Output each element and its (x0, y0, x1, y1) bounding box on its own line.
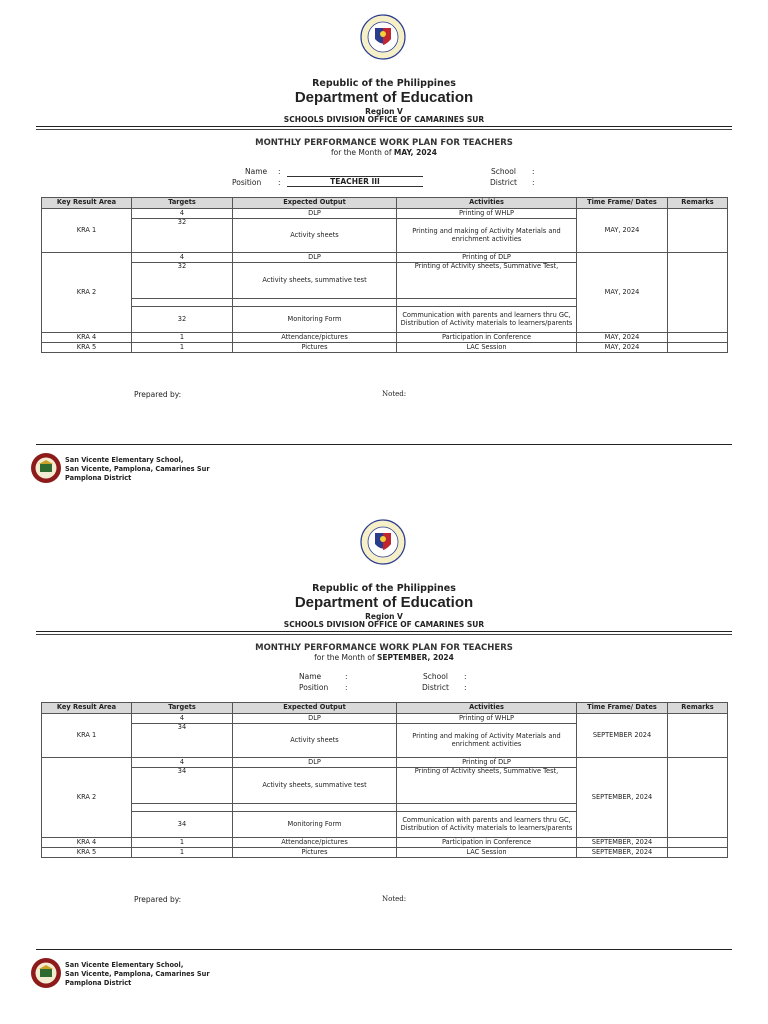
deped-seal-icon (360, 519, 406, 565)
time-cell: SEPTEMBER 2024 (577, 714, 668, 758)
deped-seal-icon (360, 14, 406, 60)
table-row (42, 209, 728, 219)
school-colon: : (532, 167, 535, 176)
school-logo-icon (30, 452, 62, 484)
column-header: Targets (132, 198, 233, 209)
activity-cell: Printing of DLP (397, 253, 577, 263)
output-cell (233, 299, 397, 307)
footer-address (65, 961, 210, 988)
activity-cell: Printing of DLP (397, 758, 577, 768)
output-cell: DLP (233, 714, 397, 724)
footer-rule (36, 444, 732, 445)
target-cell (132, 804, 233, 812)
target-cell: 1 (132, 838, 233, 848)
time-cell: MAY, 2024 (577, 253, 668, 333)
output-cell: Activity sheets, summative test (233, 768, 397, 804)
column-header: Key Result Area (42, 198, 132, 209)
activity-cell: Printing of Activity sheets, Summative Test, (397, 263, 577, 299)
header-rule-thin (36, 129, 732, 130)
table-row (42, 253, 728, 263)
remarks-cell (668, 848, 728, 858)
remarks-cell (668, 714, 728, 758)
header-rule (36, 631, 732, 632)
remarks-cell (668, 333, 728, 343)
time-cell: MAY, 2024 (577, 333, 668, 343)
kra-cell: KRA 2 (42, 253, 132, 333)
activity-cell: Printing and making of Activity Materials and enrichment activities (397, 724, 577, 758)
republic-heading: Republic of the Philippines (312, 583, 456, 594)
table-row (42, 838, 728, 848)
header-rule (36, 126, 732, 127)
noted-label: Noted: (382, 390, 407, 398)
time-cell: SEPTEMBER, 2024 (577, 838, 668, 848)
output-cell (233, 804, 397, 812)
plan-month-line (0, 653, 768, 662)
target-cell: 34 (132, 812, 233, 838)
remarks-cell (668, 758, 728, 838)
remarks-cell (668, 343, 728, 353)
plan-month-line (0, 148, 768, 157)
table-row (42, 848, 728, 858)
position-label: Position (232, 178, 262, 187)
output-cell: Activity sheets, summative test (233, 263, 397, 299)
target-cell: 34 (132, 768, 233, 804)
activity-cell: Printing of WHLP (397, 209, 577, 219)
target-cell: 32 (132, 263, 233, 299)
header-rule-thin (36, 634, 732, 635)
output-cell: DLP (233, 253, 397, 263)
name-colon: : (278, 167, 281, 176)
kra-cell: KRA 5 (42, 848, 132, 858)
target-cell: 1 (132, 343, 233, 353)
name-label: Name (299, 672, 322, 681)
noted-label: Noted: (382, 895, 407, 903)
column-header: Key Result Area (42, 703, 132, 714)
output-cell: Monitoring Form (233, 307, 397, 333)
time-cell: MAY, 2024 (577, 343, 668, 353)
work-plan-page-1 (0, 0, 768, 505)
column-header: Remarks (668, 198, 728, 209)
table-header-row (42, 703, 728, 714)
division-heading: SCHOOLS DIVISION OFFICE OF CAMARINES SUR (283, 620, 485, 629)
district-label: District (490, 178, 517, 187)
output-cell: Pictures (233, 848, 397, 858)
target-cell: 1 (132, 333, 233, 343)
activity-cell: Printing of WHLP (397, 714, 577, 724)
output-cell: Monitoring Form (233, 812, 397, 838)
activity-cell: Participation in Conference (397, 333, 577, 343)
position-label: Position (299, 683, 329, 692)
work-plan-page-2 (0, 505, 768, 1010)
activity-cell: LAC Session (397, 343, 577, 353)
kra-cell: KRA 1 (42, 209, 132, 253)
footer-school-name: San Vicente Elementary School, (65, 456, 184, 464)
region-heading: Region V (365, 612, 403, 621)
kra-cell: KRA 2 (42, 758, 132, 838)
activity-cell: Participation in Conference (397, 838, 577, 848)
column-header: Activities (397, 198, 577, 209)
school-label: School (491, 167, 516, 176)
plan-month: MAY, 2024 (393, 148, 437, 157)
column-header: Remarks (668, 703, 728, 714)
name-field (287, 167, 423, 177)
target-cell: 34 (132, 724, 233, 758)
department-heading: Department of Education (294, 89, 474, 106)
table-header-row (42, 198, 728, 209)
position-colon: : (278, 178, 281, 187)
target-cell: 32 (132, 219, 233, 253)
output-cell: DLP (233, 209, 397, 219)
output-cell: DLP (233, 758, 397, 768)
footer-district: Pamplona District (65, 474, 132, 482)
target-cell: 32 (132, 307, 233, 333)
activity-cell: LAC Session (397, 848, 577, 858)
footer-district: Pamplona District (65, 979, 132, 987)
table-row (42, 758, 728, 768)
column-header: Activities (397, 703, 577, 714)
target-cell: 4 (132, 253, 233, 263)
target-cell: 4 (132, 209, 233, 219)
footer-school-location: San Vicente, Pamplona, Camarines Sur (65, 970, 210, 978)
output-cell: Pictures (233, 343, 397, 353)
target-cell: 4 (132, 714, 233, 724)
month-prefix: for the Month of (331, 148, 392, 157)
activity-cell: Printing and making of Activity Materials and enrichment activities (397, 219, 577, 253)
column-header: Targets (132, 703, 233, 714)
division-heading: SCHOOLS DIVISION OFFICE OF CAMARINES SUR (283, 115, 485, 124)
department-heading: Department of Education (294, 594, 474, 611)
target-cell: 1 (132, 848, 233, 858)
remarks-cell (668, 838, 728, 848)
school-label: School (423, 672, 448, 681)
column-header: Expected Output (233, 703, 397, 714)
work-plan-table (41, 702, 728, 858)
republic-heading: Republic of the Philippines (312, 78, 456, 89)
footer-school-location: San Vicente, Pamplona, Camarines Sur (65, 465, 210, 473)
time-cell: MAY, 2024 (577, 209, 668, 253)
position-field: TEACHER III (287, 177, 423, 187)
target-cell: 4 (132, 758, 233, 768)
activity-cell (397, 299, 577, 307)
school-logo-icon (30, 957, 62, 989)
table-row (42, 714, 728, 724)
kra-cell: KRA 4 (42, 838, 132, 848)
output-cell: Attendance/pictures (233, 838, 397, 848)
plan-title: MONTHLY PERFORMANCE WORK PLAN FOR TEACHERS (255, 138, 513, 148)
activity-cell: Communication with parents and learners thru GC, Distribution of Activity materials to learners/parents (397, 307, 577, 333)
footer-rule (36, 949, 732, 950)
prepared-by-label: Prepared by: (134, 895, 182, 904)
school-colon: : (464, 672, 467, 681)
time-cell: SEPTEMBER, 2024 (577, 848, 668, 858)
column-header: Time Frame/ Dates (577, 703, 668, 714)
activity-cell: Communication with parents and learners thru GC, Distribution of Activity materials to learners/parents (397, 812, 577, 838)
plan-title: MONTHLY PERFORMANCE WORK PLAN FOR TEACHERS (255, 643, 513, 653)
district-label: District (422, 683, 449, 692)
remarks-cell (668, 253, 728, 333)
target-cell (132, 299, 233, 307)
footer-address (65, 456, 210, 483)
remarks-cell (668, 209, 728, 253)
output-cell: Activity sheets (233, 724, 397, 758)
footer-school-name: San Vicente Elementary School, (65, 961, 184, 969)
kra-cell: KRA 1 (42, 714, 132, 758)
month-prefix: for the Month of (314, 653, 375, 662)
plan-month: SEPTEMBER, 2024 (377, 653, 454, 662)
position-colon: : (345, 683, 348, 692)
name-label: Name (245, 167, 268, 176)
activity-cell: Printing of Activity sheets, Summative Test, (397, 768, 577, 804)
kra-cell: KRA 5 (42, 343, 132, 353)
prepared-by-label: Prepared by: (134, 390, 182, 399)
work-plan-table (41, 197, 728, 353)
activity-cell (397, 804, 577, 812)
region-heading: Region V (365, 107, 403, 116)
kra-cell: KRA 4 (42, 333, 132, 343)
table-row (42, 343, 728, 353)
column-header: Expected Output (233, 198, 397, 209)
district-colon: : (464, 683, 467, 692)
district-colon: : (532, 178, 535, 187)
output-cell: Attendance/pictures (233, 333, 397, 343)
table-row (42, 333, 728, 343)
time-cell: SEPTEMBER, 2024 (577, 758, 668, 838)
column-header: Time Frame/ Dates (577, 198, 668, 209)
name-colon: : (345, 672, 348, 681)
output-cell: Activity sheets (233, 219, 397, 253)
